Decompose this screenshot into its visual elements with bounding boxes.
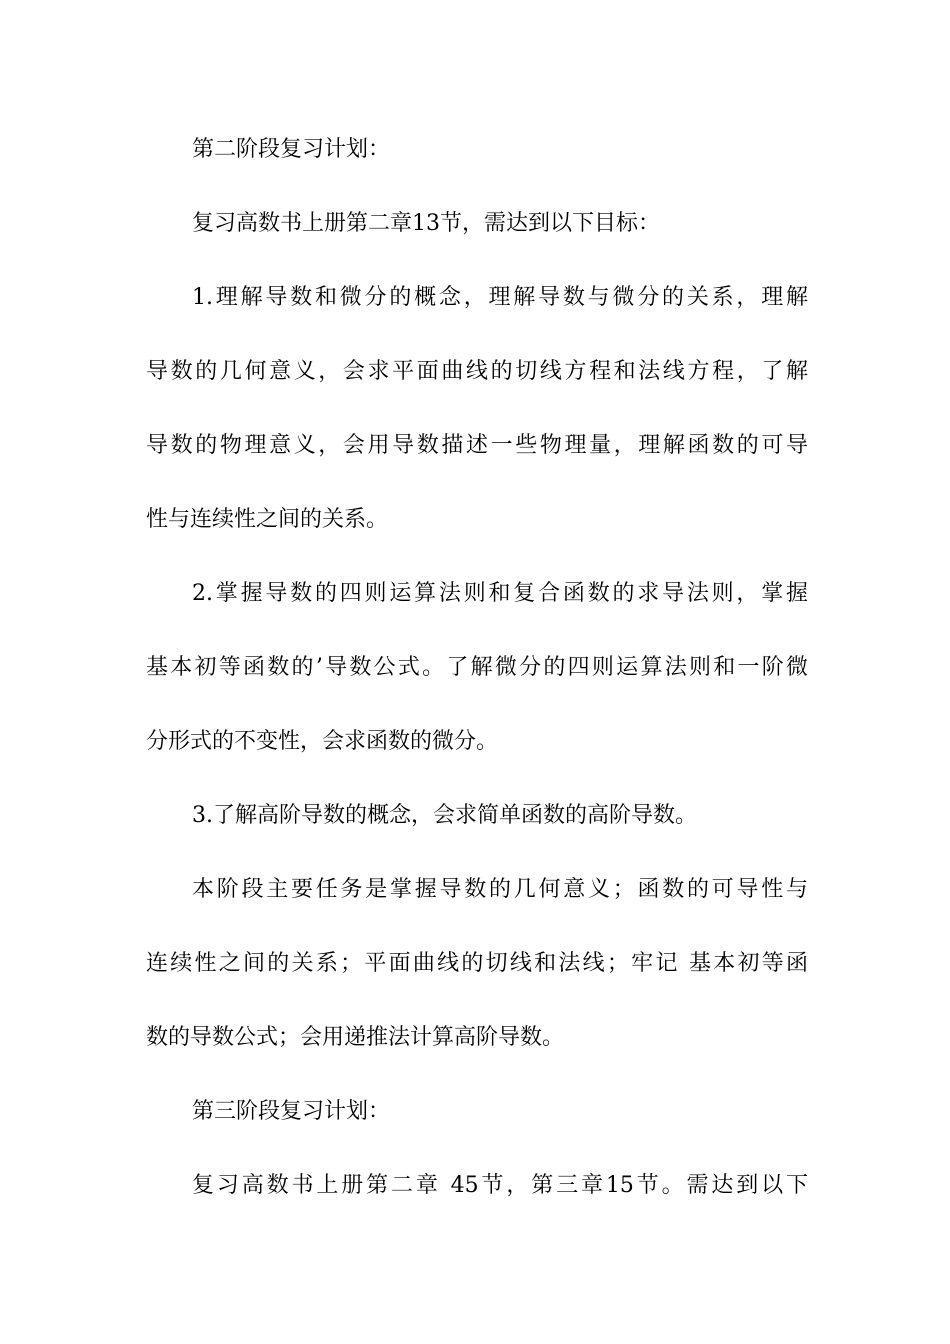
- paragraph-goal-1-line-2: 导数的几何意义，会求平面曲线的切线方程和法线方程，了解: [146, 359, 808, 384]
- paragraph-goal-1-line-1: 1.理解导数和微分的概念，理解导数与微分的关系，理解: [192, 285, 808, 310]
- paragraph-goal-2-line-2: 基本初等函数的’导数公式。了解微分的四则运算法则和一阶微: [146, 655, 808, 680]
- paragraph-summary-line-1: 本阶段主要任务是掌握导数的几何意义；函数的可导性与: [192, 877, 808, 902]
- paragraph-summary-line-2: 连续性之间的关系；平面曲线的切线和法线；牢记 基本初等函: [146, 951, 808, 976]
- paragraph-intro-stage-two: 复习高数书上册第二章13节，需达到以下目标：: [192, 211, 660, 236]
- section-heading-stage-two: 第二阶段复习计划：: [192, 137, 391, 162]
- section-heading-stage-three: 第三阶段复习计划：: [192, 1099, 391, 1124]
- paragraph-goal-1-line-4: 性与连续性之间的关系。: [146, 507, 389, 532]
- paragraph-goal-2-line-3: 分形式的不变性，会求函数的微分。: [146, 729, 499, 754]
- paragraph-summary-line-3: 数的导数公式；会用递推法计算高阶导数。: [146, 1025, 565, 1050]
- paragraph-intro-stage-three: 复习高数书上册第二章 45节，第三章15节。需达到以下: [192, 1173, 808, 1198]
- paragraph-goal-1-line-3: 导数的物理意义，会用导数描述一些物理量，理解函数的可导: [146, 433, 808, 458]
- paragraph-goal-3: 3.了解高阶导数的概念，会求简单函数的高阶导数。: [192, 803, 697, 828]
- paragraph-goal-2-line-1: 2.掌握导数的四则运算法则和复合函数的求导法则，掌握: [192, 581, 808, 606]
